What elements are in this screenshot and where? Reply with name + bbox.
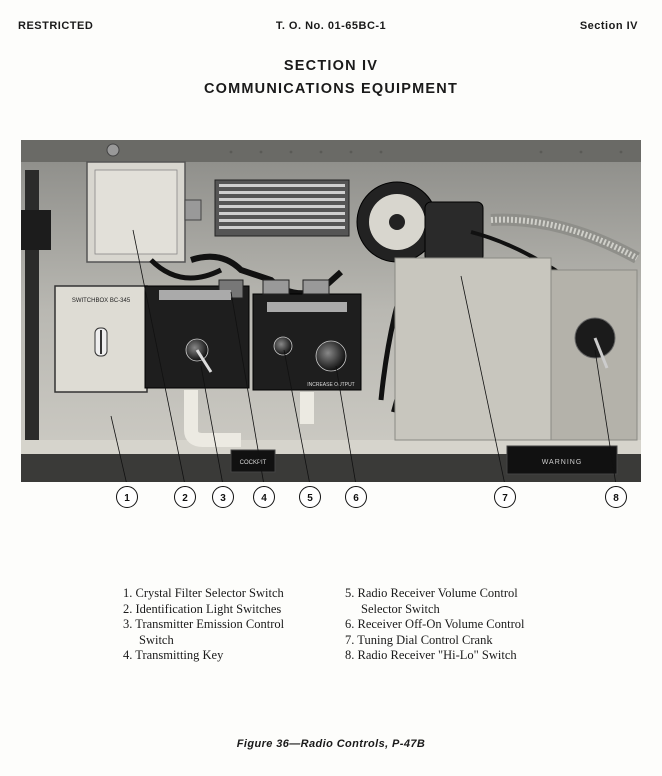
section-number: SECTION IV <box>283 58 379 74</box>
svg-text:3: 3 <box>220 493 226 504</box>
legend-item-5: 5. Radio Receiver Volume Control <box>345 586 518 600</box>
svg-text:6: 6 <box>353 493 359 504</box>
header-tech-order: T. O. No. 01-65BC-1 <box>275 20 387 32</box>
callout-5 <box>300 487 321 508</box>
header-restricted: RESTRICTED <box>18 20 94 32</box>
legend-item-8: 8. Radio Receiver "Hi-Lo" Switch <box>345 648 517 662</box>
callout-6 <box>346 487 367 508</box>
figure-caption: Figure 36—Radio Controls, P-47B <box>236 738 426 750</box>
callout-3 <box>213 487 234 508</box>
cockpit-plate-label: COCKPIT <box>239 460 267 466</box>
legend-item-3: 3. Transmitter Emission Control <box>123 617 285 631</box>
callout-4 <box>254 487 275 508</box>
legend-item-6: 6. Receiver Off-On Volume Control <box>345 617 525 631</box>
legend-item-1: 1. Crystal Filter Selector Switch <box>123 586 284 600</box>
legend-right-column <box>345 586 525 664</box>
callout-markers <box>0 480 662 520</box>
legend-left-column <box>123 586 284 664</box>
callout-2 <box>175 487 196 508</box>
callout-1 <box>117 487 138 508</box>
legend-item-3-continued: Switch <box>139 632 174 647</box>
increase-output-label: INCREASE OUTPUT <box>307 382 355 388</box>
warning-plate-label: WARNING <box>541 459 583 466</box>
callout-7 <box>495 487 516 508</box>
switchbox-label: SWITCHBOX BC-345 <box>71 298 131 304</box>
svg-text:1: 1 <box>124 493 130 504</box>
header-section: Section IV <box>579 20 638 32</box>
svg-text:7: 7 <box>502 493 508 504</box>
radio-controls-photo <box>21 140 641 482</box>
legend-item-4: 4. Transmitting Key <box>123 648 224 662</box>
legend-item-7: 7. Tuning Dial Control Crank <box>345 632 493 647</box>
legend-item-5-continued: Selector Switch <box>361 601 440 616</box>
svg-text:2: 2 <box>182 493 188 504</box>
svg-text:4: 4 <box>261 493 267 504</box>
legend-item-2: 2. Identification Light Switches <box>123 601 282 616</box>
callout-8 <box>606 487 627 508</box>
section-title: COMMUNICATIONS EQUIPMENT <box>203 81 459 97</box>
svg-text:8: 8 <box>613 493 619 504</box>
svg-text:5: 5 <box>307 493 313 504</box>
